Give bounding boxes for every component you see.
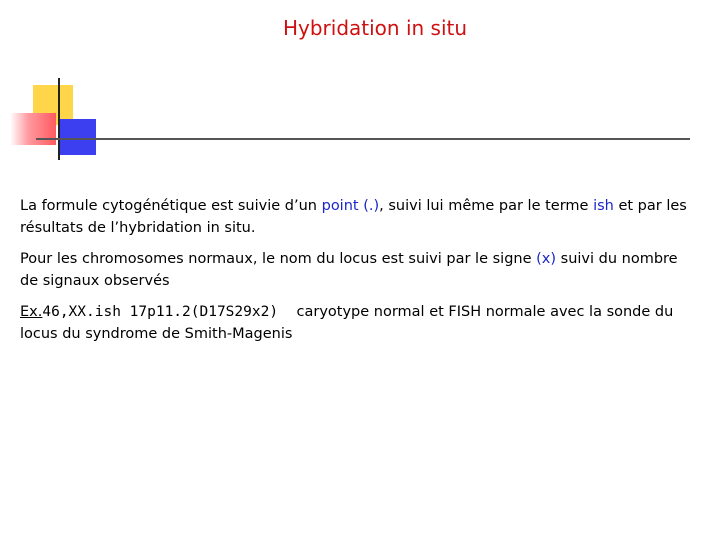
example-description: caryotype normal et FISH normale avec la sonde du locus du syndrome de Smith-Magenis	[20, 304, 674, 342]
blue-square-decoration	[60, 119, 96, 155]
para1-text-2: , suivi lui même par le terme	[379, 198, 594, 214]
x-sign-keyword: (x)	[536, 251, 557, 267]
slide-title: Hybridation in situ	[282, 16, 468, 40]
example-label: Ex.	[20, 304, 43, 320]
paragraph-example	[20, 301, 690, 345]
para2-text-1: Pour les chromosomes normaux, le nom du locus est suivi par le signe	[20, 251, 537, 267]
para2-text-2: suivi du nombre de signaux observés	[20, 251, 678, 289]
red-square-decoration	[10, 113, 56, 145]
paragraph-normal-chromosomes	[20, 248, 690, 292]
point-keyword: point (.)	[321, 198, 380, 214]
para1-text-1: La formule cytogénétique est suivie d’un	[20, 198, 322, 214]
horizontal-rule	[36, 138, 690, 140]
example-formula: 46,XX.ish 17p11.2(D17S29x2)	[42, 304, 279, 320]
paragraph-formula-rule	[20, 195, 690, 239]
ish-keyword: ish	[593, 198, 614, 214]
vertical-rule	[58, 78, 60, 160]
para1-text-3: et par les résultats de l’hybridation in situ.	[20, 198, 687, 236]
